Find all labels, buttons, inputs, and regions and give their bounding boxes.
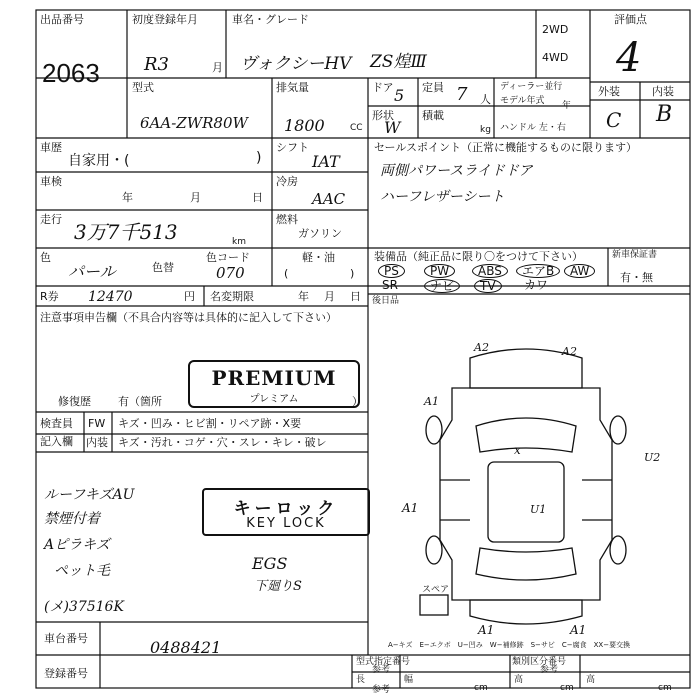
cm-1: cm [474,683,488,693]
equipment-label: 装備品（純正品に限り〇をつけて下さい） [374,250,583,263]
damage-legend: A−キズ E−エクボ U−凹み W−補修跡 S−サビ C−腐食 XX−要交換 [388,641,631,649]
car-name: ヴォクシーHV [240,54,352,74]
shift-label: シフト [276,141,309,154]
spare-label: スペア [422,585,450,595]
fw-value: キズ・凹み・ヒビ割・リペア跡・X要 [118,417,302,430]
displacement-unit: CC [350,123,363,133]
history-label: 車歴 [40,141,62,154]
inspection-month-unit: 月 [190,191,201,204]
reg-label: 登録番号 [44,667,88,680]
sales-point-label: セールスポイント（正常に機能するものに限ります） [374,141,638,154]
rear-bumper [470,600,582,624]
meter-note: (メ)37516K [44,599,124,615]
exterior-label: 外装 [598,85,620,98]
equip-sr: SR [382,278,398,292]
first-reg-month-unit: 月 [212,61,223,74]
model-label: 型式 [132,81,154,94]
category-label: 類別区分番号 [512,657,567,667]
inspection-label: 車検 [40,175,62,188]
cooler-label: 冷房 [276,175,298,188]
interior-label: 内装 [652,85,674,98]
recycle-unit: 円 [184,290,195,303]
chassis-label: 車台番号 [44,632,88,645]
inspection-day-unit: 日 [252,191,263,204]
mark-a1-bottom-left: A1 [478,623,495,637]
remark-line-4: ペット毛 [54,563,110,579]
mileage-value: 3万7千513 [74,220,178,244]
color-label: 色 [40,251,51,264]
first-reg-year: R3 [144,54,170,75]
handle-label: ハンドル 左・右 [500,123,566,133]
keylock-jp: キーロック [233,499,339,519]
rear-window [476,548,576,580]
equip-ps: PS [378,264,405,278]
type-designation-label: 型式指定番号 [356,657,411,667]
dealer-label: ディーラー並行 [500,82,563,92]
equip-leather: カワ [524,278,549,292]
shape-label: 形状 [372,109,394,122]
color-code-label: 色コード [206,251,250,264]
model-year-label: モデル年式 [500,96,545,106]
sales-point-line1: 両側パワースライドドア [380,163,533,179]
shape-value: W [384,118,401,137]
chassis-value: 0488421 [150,638,222,657]
recycle-label: R券 [40,290,59,303]
fuel-paren-close: ) [350,267,355,280]
history-value: 自家用・( [68,153,130,169]
mark-a1-upper-left: A1 [424,395,439,408]
name-change-day-unit: 日 [350,290,361,303]
interior-grade: B [656,102,673,127]
model-value: 6AA-ZWR80W [140,114,248,132]
warranty-label: 新車保証書 [612,250,658,260]
repair-value: 有（箇所 [118,395,162,408]
wheel-front-left [426,416,442,444]
remark-line-3: Aピラキズ [44,537,110,553]
equip-navi: ナビ [424,279,460,293]
warranty-value: 有・無 [620,271,653,284]
inspector-label2: 記入欄 [40,435,73,448]
mark-a2-left: A2 [474,341,489,354]
cm-3: cm [658,683,672,693]
reference-3: 参考 [372,685,391,695]
premium-stamp [188,360,360,408]
capacity-unit: 人 [480,93,491,106]
lot-label: 出品番号 [40,13,84,26]
fuel-label: 燃料 [276,213,298,226]
car-outline [440,388,612,600]
wheel-rear-left [426,536,442,564]
name-change-year-unit: 年 [298,290,309,303]
name-grade-label: 車名・グレード [232,13,309,26]
score-label: 評価点 [614,13,647,26]
egs-note-2: 下廻りS [254,579,302,594]
capacity-value: 7 [456,84,468,105]
wheel-rear-right [610,536,626,564]
cm-2: cm [560,683,574,693]
windshield [476,418,576,452]
color-code-value: 070 [216,264,245,282]
history-close: ) [256,150,262,166]
reference-2: 参考 [540,665,559,675]
grade: ZS煌Ⅲ [370,52,427,72]
remark-line-1: ルーフキズAU [44,487,135,503]
doors-value: 5 [394,86,405,105]
equip-abs: ABS [472,264,508,278]
mark-a1-bottom-right: A1 [570,623,587,637]
name-change-month-unit: 月 [324,290,335,303]
first-reg-label: 初度登録年月 [132,13,198,26]
premium-en: PREMIUM [211,366,337,390]
color-change-label: 色替 [152,261,174,274]
name-change-label: 名変期限 [210,290,254,303]
mileage-unit: km [232,237,246,247]
rear-items-label: 後日品 [372,296,400,306]
exterior-grade: C [606,108,622,132]
fuel-diesel: 軽・油 [302,251,335,264]
reference-1: 参考 [372,665,391,675]
fw-label: FW [88,417,106,430]
mileage-label: 走行 [40,213,62,226]
notes-label: 注意事項申告欄（不具合内容等は具体的に記入して下さい） [40,311,337,324]
height-label-2: 高 [586,675,596,685]
wheel-front-right [610,416,626,444]
mark-u2-right: U2 [644,451,661,464]
cooler-value: AAC [312,190,346,208]
repair-label: 修復歴 [58,395,91,408]
model-year-unit: 年 [562,101,572,111]
recycle-value: 12470 [88,289,133,305]
keylock-stamp [202,488,370,536]
equip-tv: TV [474,279,502,293]
load-label: 積載 [422,109,444,122]
mark-x: x [514,443,521,457]
interior-insp-value: キズ・汚れ・コゲ・穴・スレ・キレ・破レ [118,436,327,449]
inspection-year-unit: 年 [122,191,133,204]
load-unit: kg [480,125,491,135]
equip-aw: AW [564,264,595,278]
lot-number: 2063 [42,58,100,88]
equip-airbag: エアB [516,264,560,278]
sales-point-line2: ハーフレザーシート [380,189,505,205]
fuel-paren-open: ( [284,267,289,280]
keylock-en: KEY LOCK [246,516,326,531]
roof [488,462,564,542]
color-value: パール [68,262,116,281]
drive-4wd: 4WD [542,51,569,64]
fuel-gasoline: ガソリン [298,227,342,240]
spare-box [420,595,448,615]
premium-jp: プレミアム [249,394,299,405]
drive-2wd: 2WD [542,23,569,36]
repair-close: ） [352,395,363,408]
egs-note: EGS [252,554,288,573]
remark-line-2: 禁煙付着 [44,511,100,527]
mark-a1-left: A1 [402,501,419,515]
score: 4 [616,35,642,81]
length-label: 長 [356,675,366,685]
mark-u1-center: U1 [530,503,547,516]
mark-a2-right: A2 [562,345,577,358]
equip-pw: PW [424,264,455,278]
displacement-value: 1800 [284,116,325,135]
interior-insp-label: 内装 [86,436,108,449]
height-label: 高 [514,675,524,685]
capacity-label: 定員 [422,81,444,94]
width-label: 幅 [404,675,414,685]
shift-value: IAT [312,152,340,171]
displacement-label: 排気量 [276,81,309,94]
inspector-label1: 検査員 [40,417,73,430]
doors-label: ドア [372,81,394,94]
